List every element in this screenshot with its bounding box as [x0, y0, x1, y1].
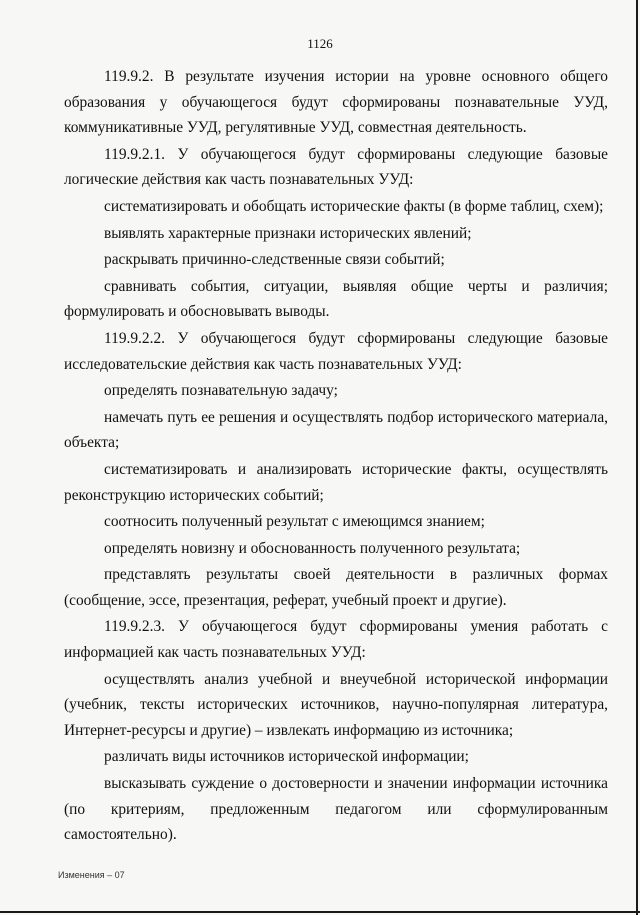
list-item: выявлять характерные признаки исторических явлений; — [104, 224, 472, 242]
list-item: соотносить полученный результат с имеющимся знанием; — [104, 513, 485, 531]
list-item: высказывать суждение о достоверности и значении информации источника (по критериям, предложенным педагогом или сформулированным самостоятельно). — [64, 775, 608, 844]
list-item: раскрывать причинно-следственные связи событий; — [104, 251, 445, 269]
list-item: намечать путь ее решения и осуществлять подбор исторического материала, объекта; — [64, 408, 608, 452]
footer-revision-note: Изменения – 07 — [58, 870, 125, 880]
list-item: представлять результаты своей деятельности в различных формах (сообщение, эссе, презентация, реферат, учебный проект и другие). — [64, 566, 608, 609]
list-item: систематизировать и анализировать исторические факты, осуществлять реконструкцию исторических событий; — [64, 460, 608, 504]
list-item: сравнивать события, ситуации, выявляя общие черты и различия; формулировать и обосновывать выводы. — [64, 277, 608, 321]
paragraph-119-9-2: 119.9.2. В результате изучения истории на уровне основного общего образования у обучающегося будут сформированы познавательные УУД, коммуникативные УУД, регулятивные УУД, совместная деятельность. — [64, 68, 608, 137]
list-item: систематизировать и обобщать исторические факты (в форме таблиц, схем); — [104, 197, 604, 215]
scan-edge-right — [636, 0, 638, 915]
paragraph-119-9-2-1: 119.9.2.1. У обучающегося будут сформированы следующие базовые логические действия как часть познавательных УУД: — [64, 145, 608, 189]
scan-edge-bottom — [0, 911, 640, 913]
list-item: осуществлять анализ учебной и внеучебной исторической информации (учебник, тексты исторических источников, научно-популярная литература, Интернет-ресурсы и другие) – извлекать информацию из источника; — [64, 670, 608, 739]
list-item: различать виды источников исторической информации; — [104, 748, 469, 766]
paragraph-119-9-2-2: 119.9.2.2. У обучающегося будут сформированы следующие базовые исследовательские действия как часть познавательных УУД: — [64, 329, 608, 373]
list-item: определять познавательную задачу; — [104, 382, 338, 400]
body-text — [64, 64, 608, 848]
page-number: 1126 — [307, 36, 333, 51]
paragraph-119-9-2-3: 119.9.2.3. У обучающегося будут сформированы умения работать с информацией как часть познавательных УУД: — [64, 618, 608, 662]
list-item: определять новизну и обоснованность полученного результата; — [104, 539, 521, 557]
